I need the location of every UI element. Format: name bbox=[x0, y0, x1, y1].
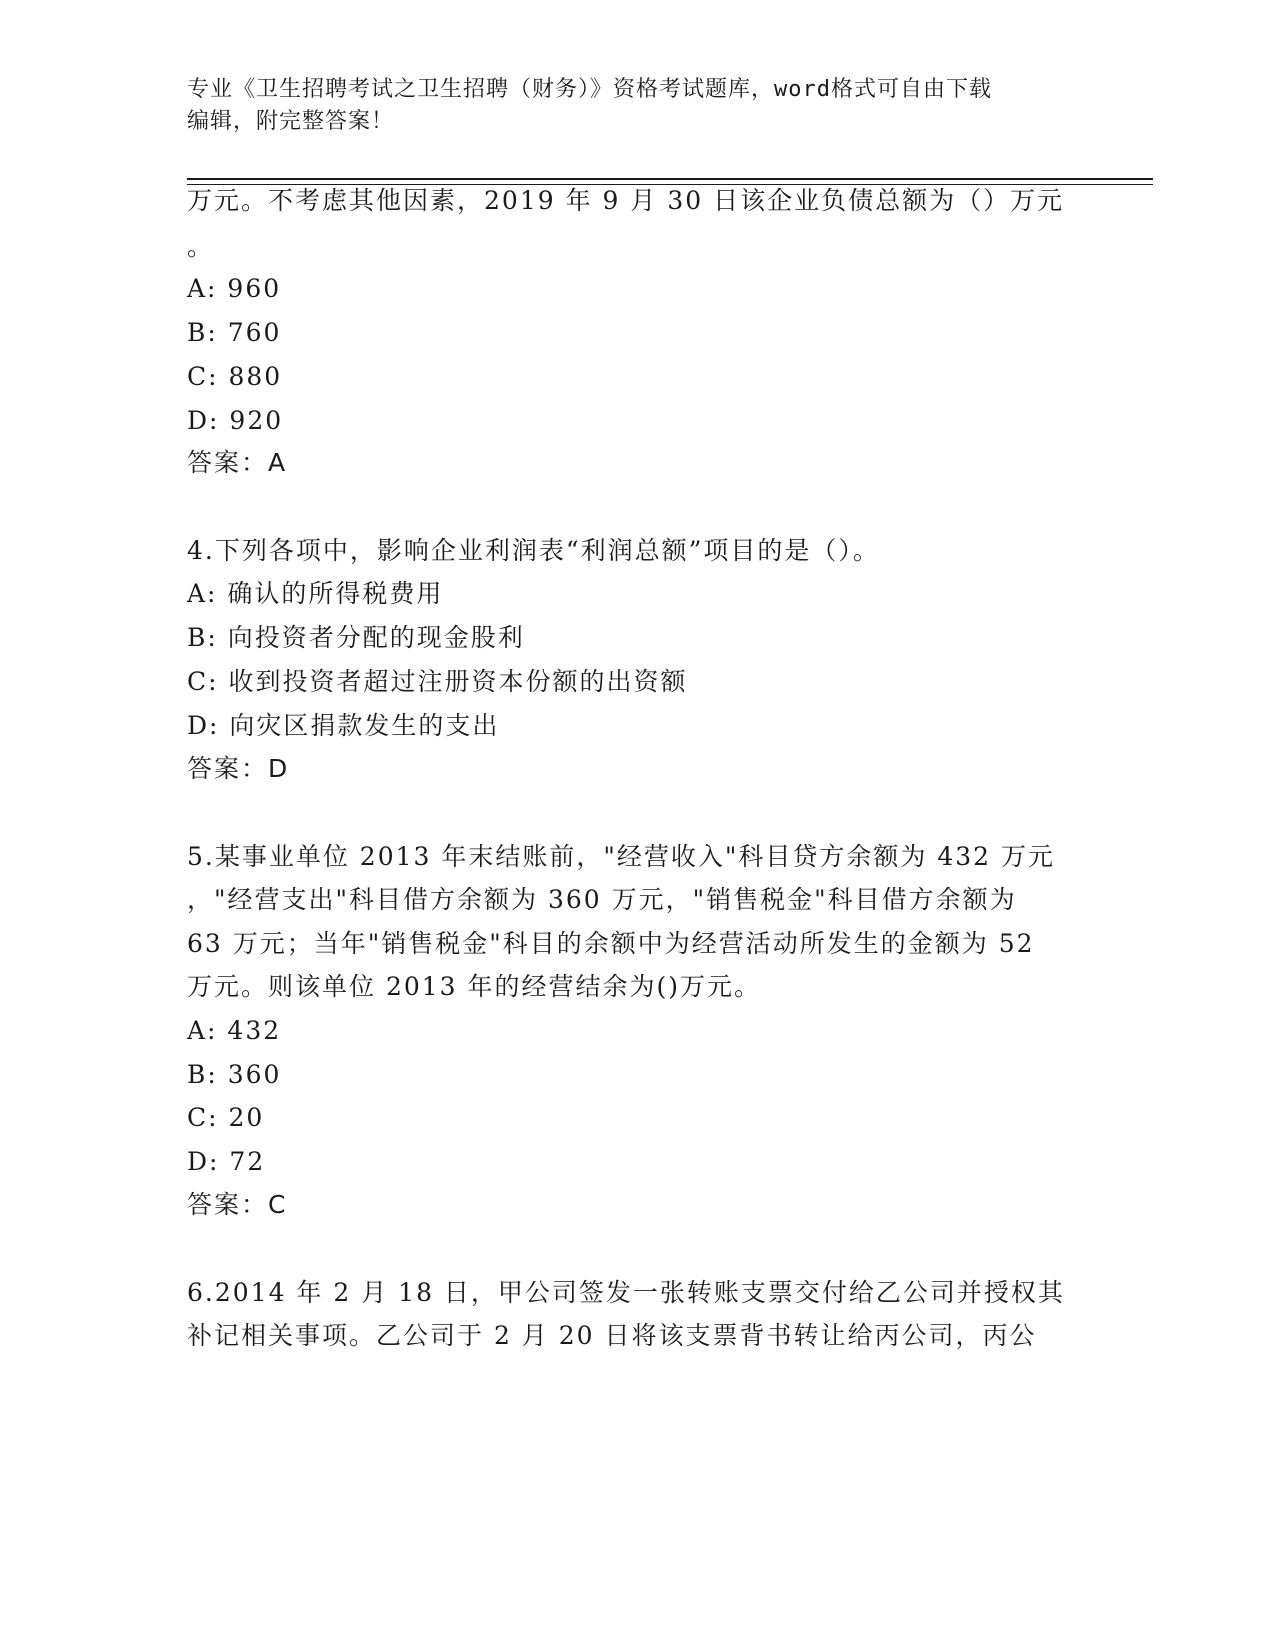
q3-answer: 答案：A bbox=[187, 448, 288, 477]
q5-text-line-3: 63 万元；当年"销售税金"科目的余额中为经营活动所发生的金额为 52 bbox=[187, 929, 1035, 958]
document-header bbox=[187, 74, 1087, 138]
q5-text-line-4: 万元。则该单位 2013 年的经营结余为()万元。 bbox=[187, 972, 762, 1001]
q4-option-c: C: 收到投资者超过注册资本份额的出资额 bbox=[187, 667, 688, 696]
q5-option-b: B: 360 bbox=[187, 1060, 282, 1089]
q5-option-c: C: 20 bbox=[187, 1103, 265, 1132]
header-line-1: 专业《卫生招聘考试之卫生招聘（财务）》资格考试题库，word格式可自由下载 bbox=[187, 77, 992, 102]
q6-text-line-1: 6.2014 年 2 月 18 日，甲公司签发一张转账支票交付给乙公司并授权其 bbox=[187, 1278, 1065, 1307]
q4-option-a: A: 确认的所得税费用 bbox=[187, 579, 444, 608]
header-rule-thick bbox=[187, 178, 1153, 180]
q6-text-line-2: 补记相关事项。乙公司于 2 月 20 日将该支票背书转让给丙公司，丙公 bbox=[187, 1321, 1037, 1350]
q5-answer: 答案：C bbox=[187, 1190, 288, 1219]
q3-option-a: A: 960 bbox=[187, 274, 282, 303]
header-line-2: 编辑，附完整答案！ bbox=[187, 109, 395, 134]
q3-option-c: C: 880 bbox=[187, 362, 283, 391]
q3-text-line-2: 。 bbox=[187, 232, 215, 261]
q5-option-d: D: 72 bbox=[187, 1147, 266, 1176]
q4-option-d: D: 向灾区捐款发生的支出 bbox=[187, 711, 500, 740]
q5-option-a: A: 432 bbox=[187, 1016, 282, 1045]
q4-text-line-1: 4.下列各项中，影响企业利润表“利润总额”项目的是（）。 bbox=[187, 536, 880, 565]
q4-option-b: B: 向投资者分配的现金股利 bbox=[187, 623, 525, 652]
q5-text-line-2: ，"经营支出"科目借方余额为 360 万元，"销售税金"科目借方余额为 bbox=[187, 885, 1017, 914]
q4-answer: 答案：D bbox=[187, 754, 290, 783]
q3-option-b: B: 760 bbox=[187, 318, 282, 347]
q3-text-line-1: 万元。不考虑其他因素，2019 年 9 月 30 日该企业负债总额为（）万元 bbox=[187, 186, 1065, 215]
q3-option-d: D: 920 bbox=[187, 406, 284, 435]
q5-text-line-1: 5.某事业单位 2013 年末结账前，"经营收入"科目贷方余额为 432 万元 bbox=[187, 842, 1055, 871]
